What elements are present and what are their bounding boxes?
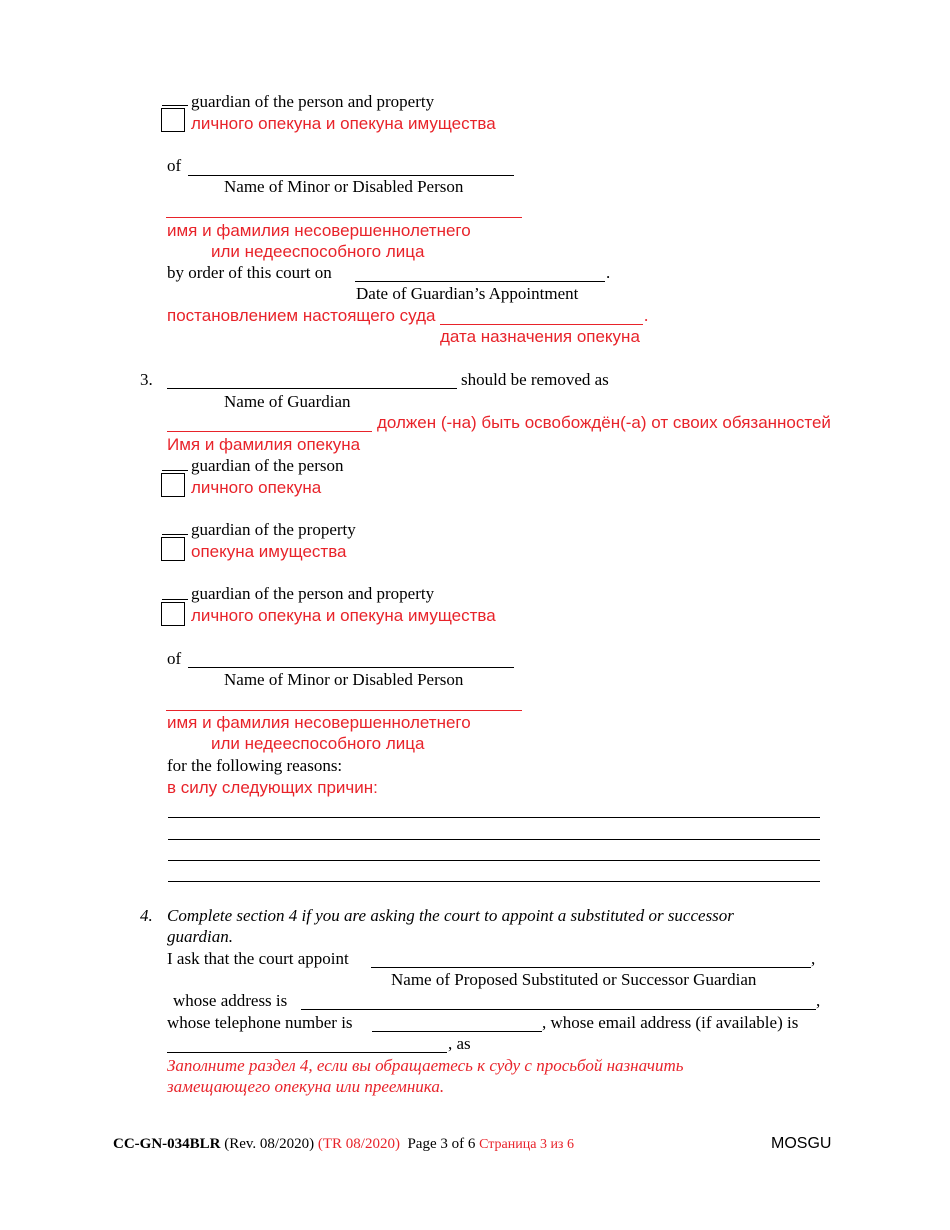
address-text: whose address is xyxy=(173,991,288,1010)
address-field[interactable] xyxy=(301,1009,816,1010)
appointment-date-field[interactable] xyxy=(355,281,605,282)
reasons-line[interactable] xyxy=(168,881,820,882)
option-label: guardian of the person and property xyxy=(191,92,435,111)
as-text: , as xyxy=(448,1034,471,1053)
of-label: of xyxy=(167,649,182,668)
option-label-ru: опекуна имущества xyxy=(191,542,347,561)
reasons-line[interactable] xyxy=(168,860,820,861)
checkbox-stub xyxy=(162,470,188,471)
order-text: by order of this court on xyxy=(167,263,332,282)
checkbox-stub xyxy=(162,599,188,600)
reasons-line[interactable] xyxy=(168,839,820,840)
proposed-caption: Name of Proposed Substituted or Successor Guardian xyxy=(391,970,757,989)
checkbox-guardian-person-property-2[interactable] xyxy=(161,602,185,626)
checkbox-guardian-person-property[interactable] xyxy=(161,108,185,132)
date-caption-ru: дата назначения опекуна xyxy=(440,327,640,346)
guardian-name-field[interactable] xyxy=(167,388,457,389)
minor-caption: Name of Minor or Disabled Person xyxy=(224,670,464,689)
appointment-date-field-ru[interactable] xyxy=(440,324,643,325)
guardian-caption: Name of Guardian xyxy=(224,392,351,411)
minor-name-field[interactable] xyxy=(188,175,514,176)
date-caption: Date of Guardian’s Appointment xyxy=(356,284,579,303)
form-rev: (Rev. 08/2020) xyxy=(224,1136,315,1152)
minor-name-field-ru[interactable] xyxy=(166,710,522,711)
period: . xyxy=(606,263,611,282)
checkbox-guardian-property[interactable] xyxy=(161,537,185,561)
email-text: , whose email address (if available) is xyxy=(542,1013,799,1032)
form-tr: (TR 08/2020) xyxy=(317,1136,400,1152)
option-label: guardian of the person xyxy=(191,456,344,475)
phone-text: whose telephone number is xyxy=(167,1013,353,1032)
of-label: of xyxy=(167,156,182,175)
page-number: Page 3 of 6 xyxy=(407,1136,476,1152)
email-field[interactable] xyxy=(167,1052,447,1053)
order-text-ru: постановлением настоящего суда xyxy=(167,306,436,325)
option-label: guardian of the person and property xyxy=(191,584,435,603)
guardian-name-field-ru[interactable] xyxy=(167,431,372,432)
option-label: guardian of the property xyxy=(191,520,356,539)
appoint-text: I ask that the court appoint xyxy=(167,949,349,968)
brand-label: MOSGU xyxy=(771,1135,832,1152)
section-number: 4. xyxy=(140,906,153,925)
instruction-ru-1: Заполните раздел 4, если вы обращаетесь к суду с просьбой назначить xyxy=(167,1056,684,1075)
minor-caption-ru-1: имя и фамилия несовершеннолетнего xyxy=(167,221,471,240)
minor-name-field[interactable] xyxy=(188,667,514,668)
instruction-ru-2: замещающего опекуна или преемника. xyxy=(167,1077,445,1096)
guardian-caption-ru: Имя и фамилия опекуна xyxy=(167,435,361,454)
checkbox-guardian-person[interactable] xyxy=(161,473,185,497)
instruction-line-2: guardian. xyxy=(167,927,233,946)
minor-caption-ru-1: имя и фамилия несовершеннолетнего xyxy=(167,713,471,732)
page-number-ru: Страница 3 из 6 xyxy=(479,1137,574,1152)
instruction-line-1: Complete section 4 if you are asking the court to appoint a substituted or successor xyxy=(167,906,734,925)
proposed-guardian-field[interactable] xyxy=(371,967,811,968)
minor-name-field-ru[interactable] xyxy=(166,217,522,218)
minor-caption: Name of Minor or Disabled Person xyxy=(224,177,464,196)
option-label-ru: личного опекуна и опекуна имущества xyxy=(191,606,496,625)
removed-text: should be removed as xyxy=(461,370,609,389)
minor-caption-ru-2: или недееспособного лица xyxy=(211,242,425,261)
comma: , xyxy=(811,949,816,968)
reasons-text-ru: в силу следующих причин: xyxy=(167,778,378,797)
form-id: CC-GN-034BLR xyxy=(113,1136,221,1152)
option-label-ru: личного опекуна и опекуна имущества xyxy=(191,114,496,133)
minor-caption-ru-2: или недееспособного лица xyxy=(211,734,425,753)
option-label-ru: личного опекуна xyxy=(191,478,322,497)
reasons-text: for the following reasons: xyxy=(167,756,343,775)
comma: , xyxy=(816,991,821,1010)
checkbox-stub xyxy=(162,105,188,106)
section-number: 3. xyxy=(140,370,153,389)
period-ru: . xyxy=(644,306,649,325)
reasons-line[interactable] xyxy=(168,817,820,818)
checkbox-stub xyxy=(162,534,188,535)
removed-text-ru: должен (-на) быть освобождён(-а) от своих обязанностей xyxy=(377,413,831,432)
phone-field[interactable] xyxy=(372,1031,542,1032)
footer xyxy=(113,1134,574,1155)
